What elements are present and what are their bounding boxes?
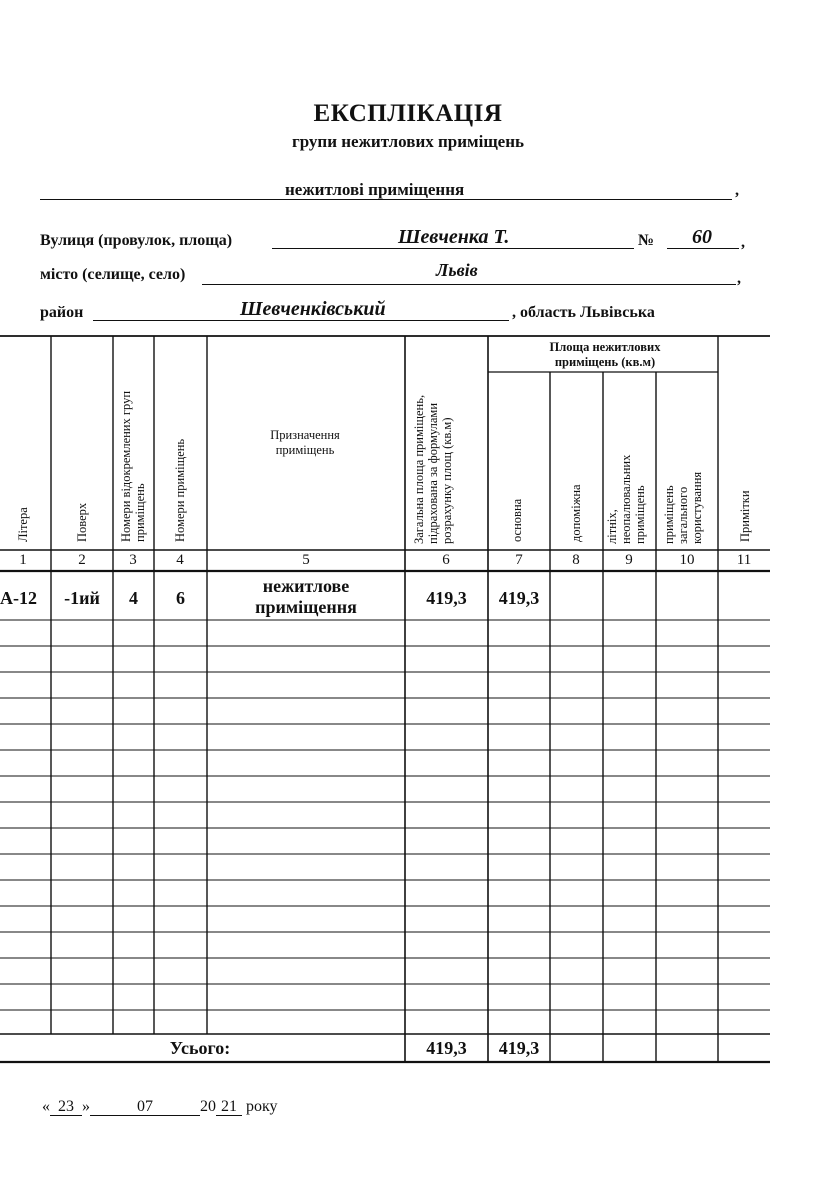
column-header-auxiliary: допоміжна <box>569 484 583 542</box>
region-value: область Львівська <box>520 304 655 321</box>
total-label: Усього: <box>169 1038 231 1058</box>
date-year-word: року <box>246 1098 278 1115</box>
date-day: 23 <box>50 1099 82 1116</box>
column-header-floor: Поверх <box>75 502 89 542</box>
street-label: Вулиця (провулок, площа) <box>40 232 233 249</box>
column-header-purpose: Призначення приміщень <box>270 428 340 457</box>
column-header-summer: літніх, неопалювальних приміщень <box>605 454 647 544</box>
date-year-suffix: 21 <box>216 1099 242 1116</box>
city-comma: , <box>737 270 741 287</box>
row-total-area: 419,3 <box>426 588 467 608</box>
street-comma: , <box>741 234 745 251</box>
row-group-number: 4 <box>129 588 138 608</box>
row-room-number: 6 <box>176 588 185 608</box>
date-line <box>42 1098 278 1116</box>
column-number-9: 9 <box>625 552 633 568</box>
column-number-8: 8 <box>572 552 580 568</box>
date-year-prefix: 20 <box>200 1098 216 1115</box>
column-number-4: 4 <box>176 552 184 568</box>
column-number-5: 5 <box>302 552 310 568</box>
street-value: Шевченка Т. <box>398 226 510 248</box>
column-header-notes: Примітки <box>738 490 752 542</box>
type-comma: , <box>735 182 739 199</box>
document-title: ЕКСПЛІКАЦІЯ <box>313 100 503 127</box>
district-value: Шевченківський <box>240 298 386 320</box>
district-label: район <box>40 304 84 321</box>
number-value: 60 <box>692 226 712 248</box>
total-main-area: 419,3 <box>498 1038 540 1058</box>
region-text: , область Львівська <box>512 304 655 321</box>
city-value: Львів <box>436 260 478 280</box>
row-floor: -1ий <box>64 588 100 608</box>
column-header-area-group: Площа нежитлових приміщень (кв.м) <box>549 340 661 369</box>
row-litera: А-12 <box>0 588 37 608</box>
column-number-10: 10 <box>679 552 695 568</box>
row-purpose: нежитлове приміщення <box>255 576 357 617</box>
column-header-main: основна <box>510 498 524 542</box>
date-close-quote: » <box>82 1098 90 1115</box>
column-header-group-numbers: Номери відокремлених груп приміщень <box>119 390 147 542</box>
number-label: № <box>638 232 655 249</box>
column-header-litera: Літера <box>16 507 30 542</box>
document-subtitle: групи нежитлових приміщень <box>291 132 525 151</box>
column-number-2: 2 <box>78 552 86 568</box>
column-number-11: 11 <box>736 552 752 568</box>
row-main-area: 419,3 <box>498 588 540 608</box>
date-open-quote: « <box>42 1098 50 1115</box>
column-header-room-numbers: Номери приміщень <box>173 438 187 542</box>
column-header-common-use: приміщень загального користування <box>662 471 704 544</box>
column-number-6: 6 <box>442 552 450 568</box>
column-header-total-area: Загальна площа приміщень, підрахована за формулами розрахунку площ (кв.м) <box>412 394 454 544</box>
column-number-7: 7 <box>515 552 523 568</box>
total-area: 419,3 <box>426 1038 467 1058</box>
column-number-1: 1 <box>19 552 27 568</box>
date-month: 07 <box>90 1099 200 1116</box>
type-value: нежитлові приміщення <box>285 180 465 199</box>
column-number-3: 3 <box>129 552 137 568</box>
city-label: місто (селище, село) <box>40 266 186 283</box>
